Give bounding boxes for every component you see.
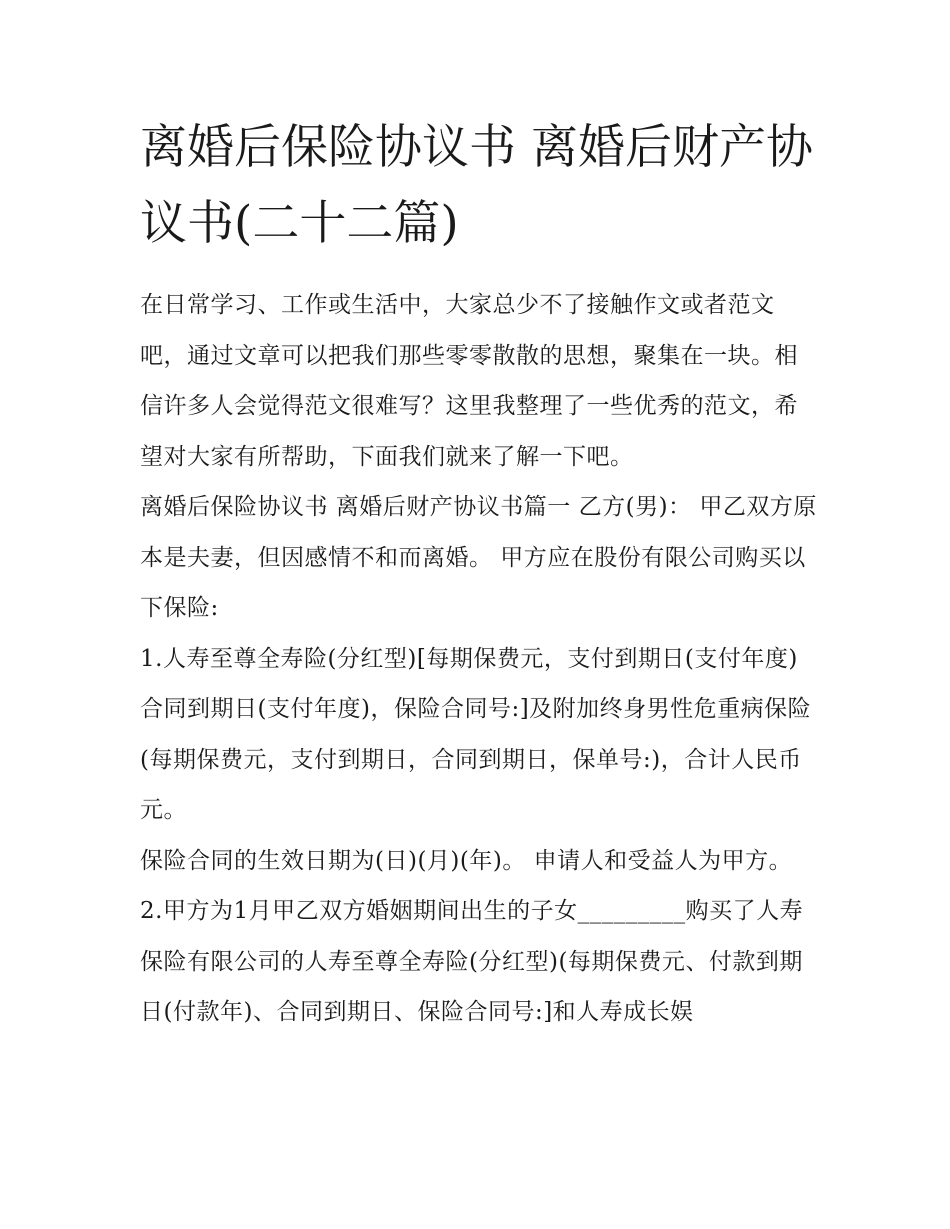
document-body <box>140 110 820 1038</box>
paragraph-item-2: 2.甲方为1月甲乙双方婚姻期间出生的子女_________购买了人寿保险有限公司的人寿至尊全寿险(分红型)(每期保费元、付款到期日(付款年)、合同到期日、保险合同号:]和人寿成长娱 <box>140 898 804 1025</box>
paragraph-effective-date: 保险合同的生效日期为(日)(月)(年)。 申请人和受益人为甲方。 <box>140 847 793 874</box>
paragraph-item-1: 1.人寿至尊全寿险(分红型)[每期保费元，支付到期日(支付年度)合同到期日(支付年度)，保险合同号:]及附加终身男性危重病保险(每期保费元，支付到期日，合同到期日，保单号:)，合计人民币元。 <box>140 645 812 823</box>
paragraph-intro: 在日常学习、工作或生活中，大家总少不了接触作文或者范文吧，通过文章可以把我们那些零零散散的思想，聚集在一块。相信许多人会觉得范文很难写？这里我整理了一些优秀的范文，希望对大家有所帮助，下面我们就来了解一下吧。 <box>140 292 798 470</box>
document-title: 离婚后保险协议书 离婚后财产协议书(二十二篇) <box>140 120 813 251</box>
paragraph-section-one: 离婚后保险协议书 离婚后财产协议书篇一 乙方(男)： 甲乙双方原本是夫妻，但因感情不和而离婚。 甲方应在股份有限公司购买以下保险: <box>140 494 817 621</box>
